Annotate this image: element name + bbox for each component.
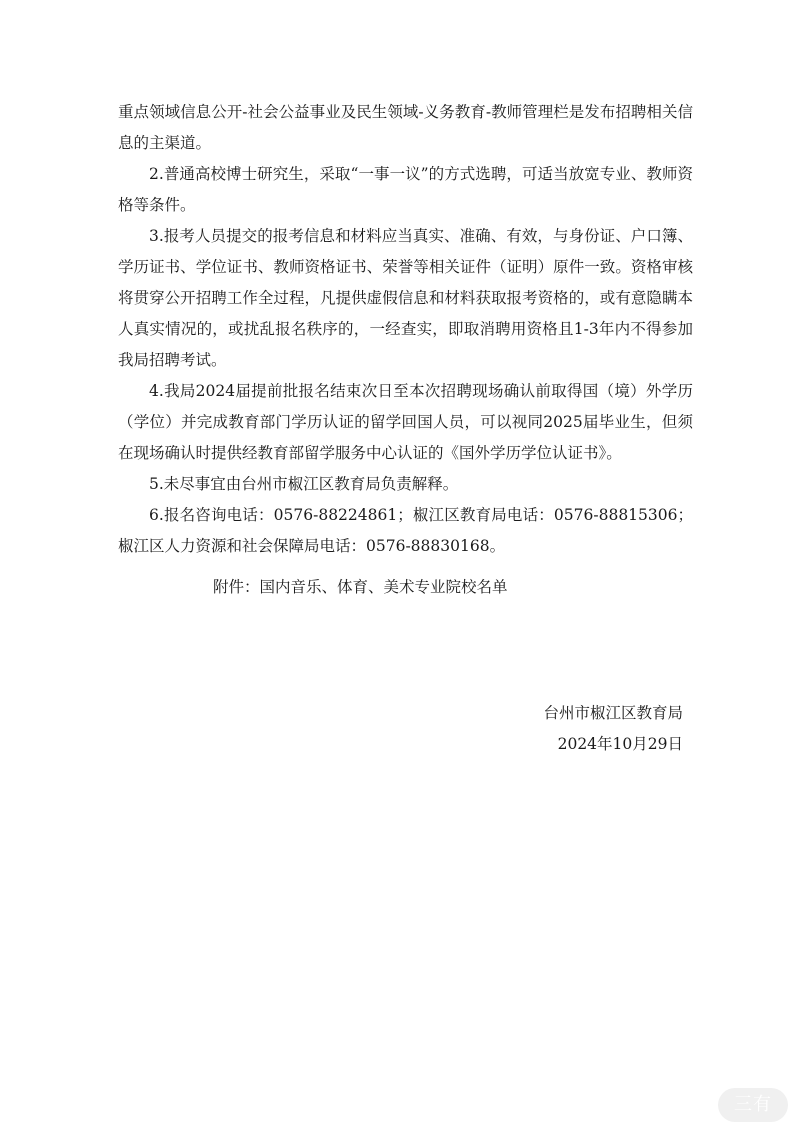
watermark-badge: 三有 [718,1088,788,1122]
signature-date: 2024年10月29日 [557,735,683,753]
paragraph-item-6: 6.报名咨询电话：0576-88224861；椒江区教育局电话：0576-88815306；椒江区人力资源和社会保障局电话：0576-88830168。 [118,506,693,555]
signature-organization: 台州市椒江区教育局 [543,704,683,722]
paragraph-item-3: 3.报考人员提交的报考信息和材料应当真实、准确、有效，与身份证、户口簿、学历证书、学位证书、教师资格证书、荣誉等相关证件（证明）原件一致。资格审核将贯穿公开招聘工作全过程，凡提供虚假信息和材料获取报考资格的，或有意隐瞒本人真实情况的，或扰乱报名秩序的，一经查实，即取消聘用资格且1-3年内不得参加我局招聘考试。 [118,227,693,369]
document-body [118,97,693,562]
paragraph-item-5: 5.未尽事宜由台州市椒江区教育局负责解释。 [149,475,459,493]
paragraph-continuation: 重点领域信息公开-社会公益事业及民生领域-义务教育-教师管理栏是发布招聘相关信息的主渠道。 [118,103,693,152]
paragraph-item-2: 2.普通高校博士研究生，采取“一事一议”的方式选聘，可适当放宽专业、教师资格等条件。 [118,165,693,214]
signature-block [543,698,683,760]
attachment-line: 附件：国内音乐、体育、美术专业院校名单 [213,578,508,596]
paragraph-item-4: 4.我局2024届提前批报名结束次日至本次招聘现场确认前取得国（境）外学历（学位）并完成教育部门学历认证的留学回国人员，可以视同2025届毕业生，但须在现场确认时提供经教育部留学服务中心认证的《国外学历学位认证书》。 [118,382,693,462]
